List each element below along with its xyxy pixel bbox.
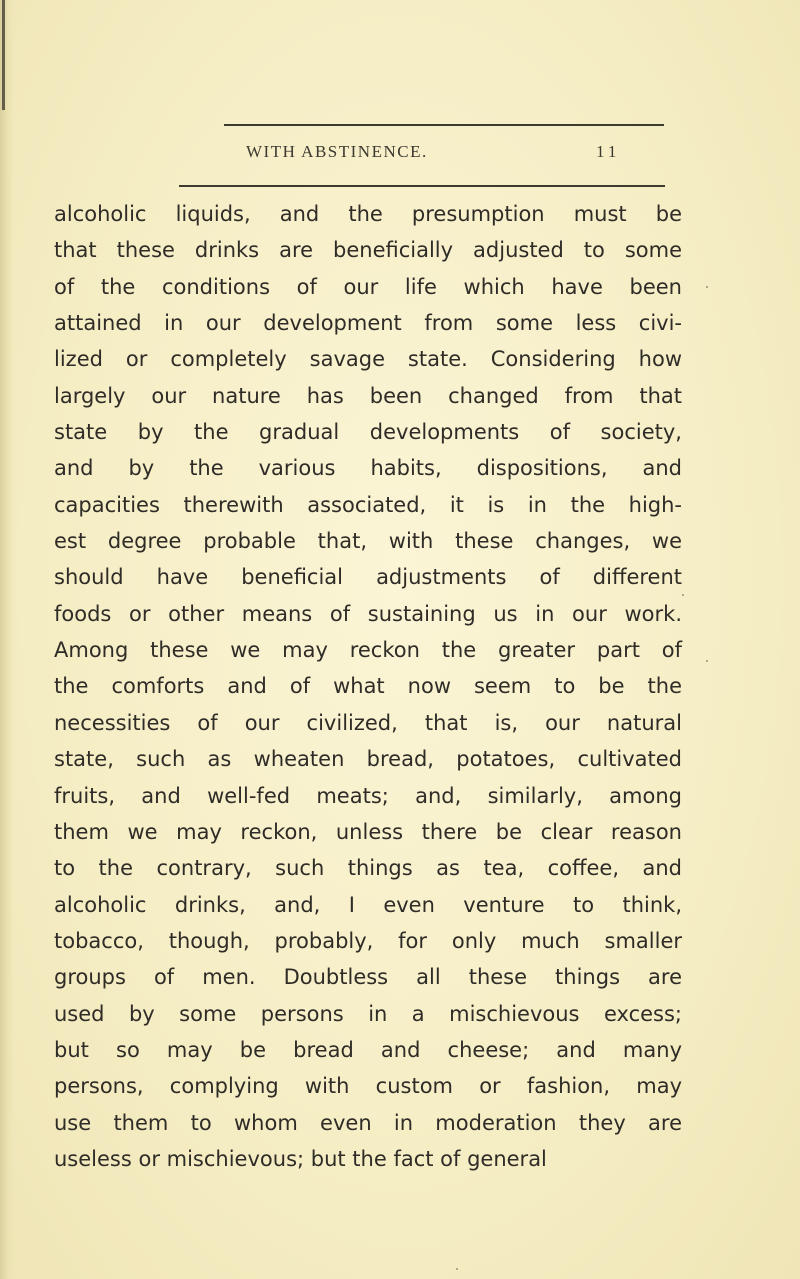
- text-line: tobacco, though, probably, for only much smaller: [54, 928, 682, 953]
- header-rule-top: [224, 124, 664, 126]
- text-line: lized or completely savage state. Considering how: [54, 347, 682, 372]
- text-line: that these drinks are beneficially adjusted to some: [54, 238, 682, 263]
- text-line: alcoholic drinks, and, I even venture to think,: [54, 892, 682, 917]
- text-line: used by some persons in a mischievous excess;: [54, 1001, 682, 1026]
- text-line: necessities of our civilized, that is, our natural: [54, 710, 682, 735]
- running-head: WITH ABSTINENCE.: [246, 142, 428, 161]
- body-text: [54, 196, 682, 1177]
- page-number: 11: [596, 142, 621, 161]
- text-line: useless or mischievous; but the fact of general: [54, 1146, 547, 1171]
- text-line: alcoholic liquids, and the presumption must be: [54, 202, 682, 226]
- text-line: capacities therewith associated, it is in the high-: [54, 492, 682, 517]
- paper-speck: [706, 286, 708, 288]
- text-line: groups of men. Doubtless all these things are: [54, 965, 682, 990]
- text-line: est degree probable that, with these changes, we: [54, 529, 682, 554]
- paper-speck: [682, 594, 684, 596]
- text-line: fruits, and well-fed meats; and, similarly, among: [54, 783, 682, 808]
- text-line: largely our nature has been changed from that: [54, 383, 682, 408]
- binding-edge-mark: [2, 0, 5, 110]
- text-line: the comforts and of what now seem to be the: [54, 674, 682, 699]
- paper-speck: [706, 660, 708, 662]
- text-line: should have beneficial adjustments of different: [54, 565, 682, 590]
- page-gutter-shadow: [0, 0, 14, 1279]
- text-line: them we may reckon, unless there be clear reason: [54, 819, 682, 844]
- text-line: attained in our development from some less civi-: [54, 311, 682, 336]
- text-line: state by the gradual developments of society,: [54, 420, 682, 445]
- text-line: of the conditions of our life which have been: [54, 274, 682, 299]
- text-line: and by the various habits, dispositions, and: [54, 456, 682, 481]
- text-line: but so may be bread and cheese; and many: [54, 1037, 682, 1062]
- text-line: foods or other means of sustaining us in our work.: [54, 601, 682, 626]
- text-line: state, such as wheaten bread, potatoes, cultivated: [54, 747, 682, 772]
- text-line: Among these we may reckon the greater part of: [54, 638, 682, 663]
- header-rule-bottom: [179, 185, 665, 187]
- paper-speck: [456, 1268, 458, 1270]
- text-line: to the contrary, such things as tea, coffee, and: [54, 856, 682, 881]
- text-line: persons, complying with custom or fashion, may: [54, 1074, 682, 1099]
- text-line: use them to whom even in moderation they are: [54, 1110, 682, 1135]
